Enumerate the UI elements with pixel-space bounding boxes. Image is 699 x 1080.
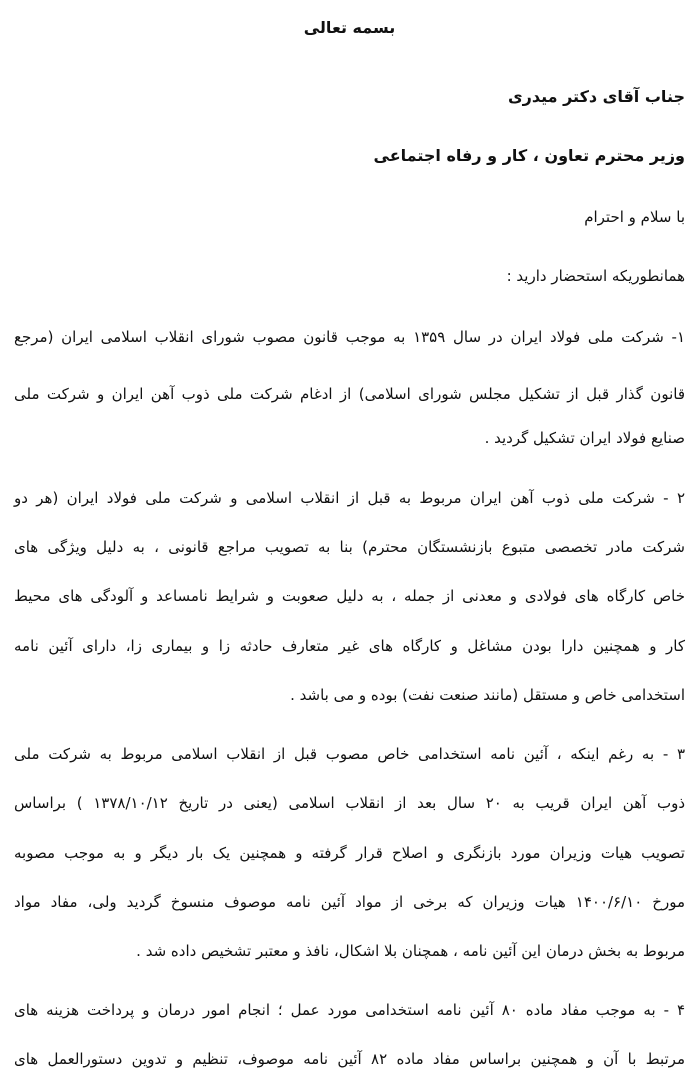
paragraph3-line1: ۳ - به رغم اینکه ، آئین نامه استخدامی خاص مصوب قبل از انقلاب اسلامی مربوط به شرکت ملی (14, 745, 685, 763)
intro-line: همانطوریکه استحضار دارید : (506, 267, 685, 285)
paragraph3-line2: ذوب آهن ایران قریب به ۲۰ سال بعد از انقلاب اسلامی (یعنی در تاریخ ۱۳۷۸/۱۰/۱۲ ) براساس (14, 794, 686, 812)
recipient-name: جناب آقای دکتر میدری (507, 87, 685, 106)
recipient-title: وزیر محترم تعاون ، کار و رفاه اجتماعی (373, 146, 685, 165)
letter-heading: بسمه تعالی (303, 18, 396, 37)
paragraph3-line5: مربوط به بخش درمان این آئین نامه ، همچنان بلا اشکال، نافذ و معتبر تشخیص داده شد . (136, 942, 685, 960)
paragraph2-line5: استخدامی خاص و مستقل (مانند صنعت نفت) بوده و می باشد . (290, 686, 685, 704)
greeting: با سلام و احترام (584, 208, 685, 226)
paragraph1-line2: قانون گذار قبل از تشکیل مجلس شورای اسلامی) از ادغام شرکت ملی ذوب آهن ایران و شرکت ملی (14, 385, 685, 403)
paragraph4-line1: ۴ - به موجب مفاد ماده ۸۰ آئین نامه استخدامی مورد عمل ؛ انجام امور درمان و پرداخت هزینه های (14, 1001, 685, 1019)
paragraph3-line4: مورخ ۱۴۰۰/۶/۱۰ هیات وزیران که برخی از مواد آئین نامه موصوف منسوخ گردید ولی، مفاد مواد (14, 893, 686, 911)
paragraph2-line1: ۲ - شرکت ملی ذوب آهن ایران مربوط به قبل از انقلاب اسلامی و شرکت ملی فولاد ایران (هر دو (14, 489, 685, 507)
paragraph3-line3: تصویب هیات وزیران مورد بازنگری و اصلاح قرار گرفته و همچنین یک بار دیگر و به موجب مصوبه (14, 844, 685, 862)
paragraph2-line2: شرکت مادر تخصصی متبوع بازنشستگان محترم) بنا به تصویب مراجع قانونی ، به دلیل ویژگی های (14, 538, 685, 556)
paragraph4-line2: مرتبط با آن و همچنین براساس مفاد ماده ۸۲ آئین نامه موصوف، تنظیم و تدوین دستورالعمل های (14, 1050, 685, 1068)
paragraph2-line3: خاص کارگاه های فولادی و معدنی از جمله ، به دلیل صعوبت و شرایط نامساعد و آلودگی های محیط (14, 587, 685, 605)
paragraph2-line4: کار و همچنین دارا بودن مشاغل و کارگاه های غیر متعارف حادثه زا و بیماری زا، دارای آئین نامه (14, 637, 685, 655)
paragraph1-line1: ۱- شرکت ملی فولاد ایران در سال ۱۳۵۹ به موجب قانون مصوب شورای انقلاب اسلامی ایران (مرجع (14, 328, 685, 346)
paragraph1-line3: صنایع فولاد ایران تشکیل گردید . (484, 429, 685, 447)
